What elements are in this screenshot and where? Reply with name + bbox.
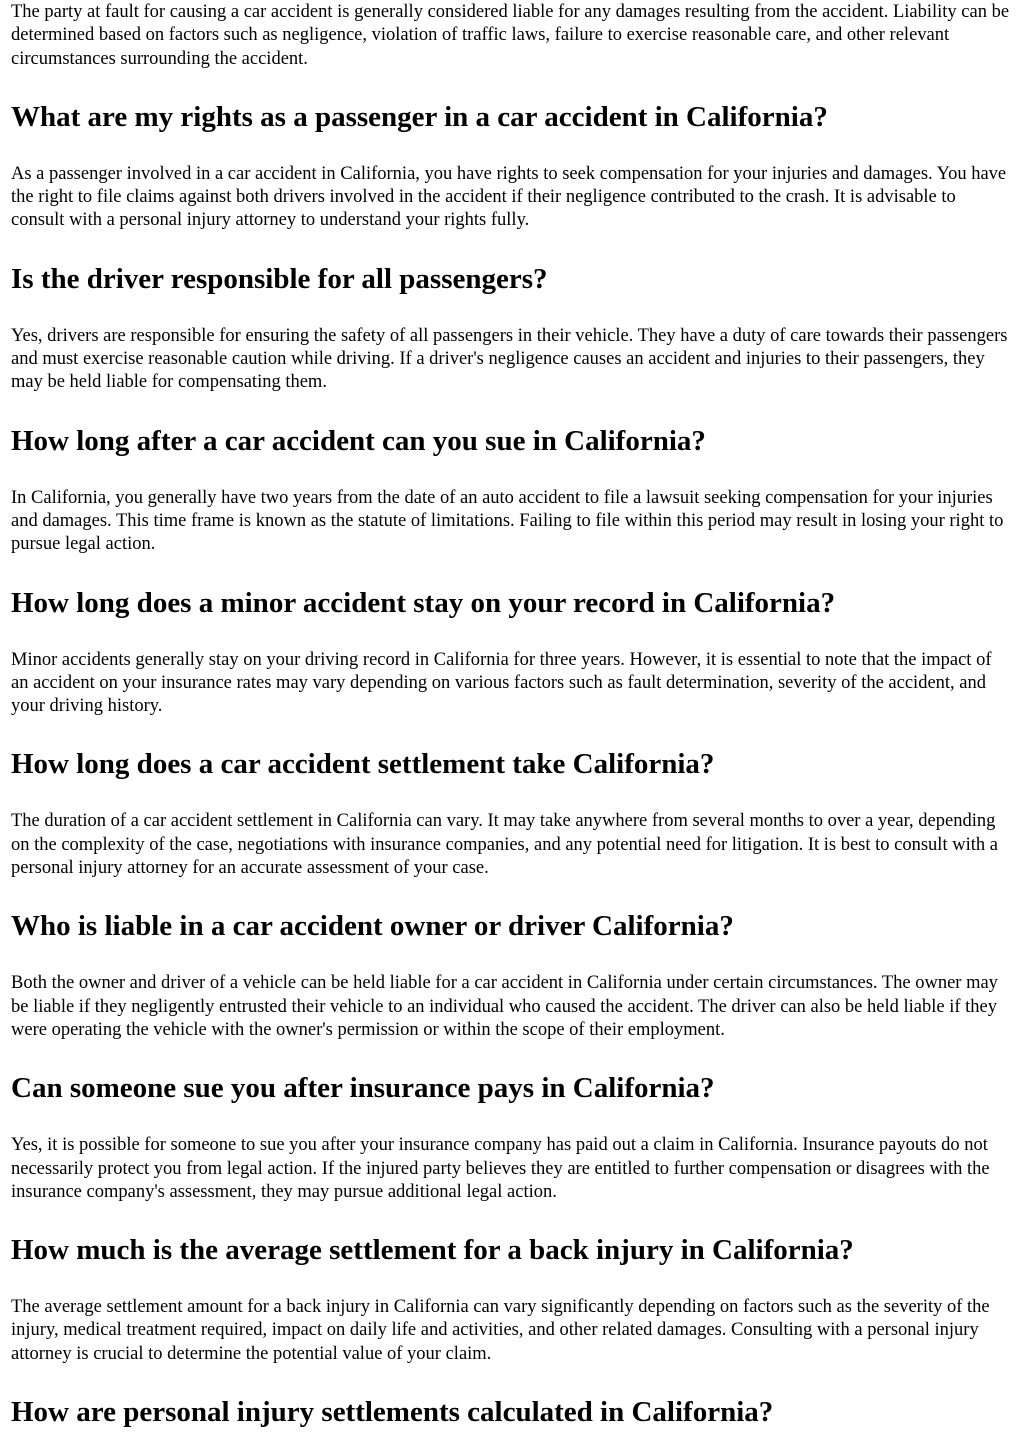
section-paragraph: Yes, it is possible for someone to sue you after your insurance company has paid out a claim in California. Insurance payouts do not necessarily protect you from legal action. If the injured party believes they are entitled to further compensation or disagrees with the insurance company's assessment, they may pursue additional legal action. bbox=[11, 1135, 990, 1202]
section-paragraph: Minor accidents generally stay on your driving record in California for three years. However, it is essential to note that the impact of an accident on your insurance rates may vary depending on various factors such as fault determination, severity of the accident, and your driving history. bbox=[11, 649, 992, 717]
section-heading: What are my rights as a passenger in a car accident in California? bbox=[11, 100, 828, 133]
section-heading: Is the driver responsible for all passengers? bbox=[11, 262, 548, 295]
section-heading: Can someone sue you after insurance pays in California? bbox=[11, 1072, 715, 1105]
intro-paragraph: The party at fault for causing a car accident is generally considered liable for any damages resulting from the accident. Liability can be determined based on factors such as negligence, violation of traffic laws, failure to exercise reasonable care, and other relevant circumstances surrounding the accident. bbox=[11, 2, 1010, 69]
section-heading: How are personal injury settlements calculated in California? bbox=[11, 1396, 774, 1429]
section-paragraph: Both the owner and driver of a vehicle can be held liable for a car accident in California under certain circumstances. The owner may be liable if they negligently entrusted their vehicle to an individual who caused the accident. The driver can also be held liable if they were operating the vehicle with the owner's permission or within the scope of their employment. bbox=[11, 973, 998, 1040]
section-paragraph: The average settlement amount for a back injury in California can vary significantly depending on factors such as the severity of the injury, medical treatment required, impact on daily life and activities, and other related damages. Consulting with a personal injury attorney is crucial to determine the potential value of your claim. bbox=[11, 1297, 990, 1364]
section-heading: How long does a minor accident stay on your record in California? bbox=[11, 586, 836, 619]
section-paragraph: The duration of a car accident settlement in California can vary. It may take anywhere from several months to over a year, depending on the complexity of the case, negotiations with insurance companies, and any potential need for litigation. It is best to consult with a personal injury attorney for an accurate assessment of your case. bbox=[11, 811, 998, 879]
document-page bbox=[0, 1, 1024, 1429]
section-heading: How long does a car accident settlement take California? bbox=[11, 748, 715, 781]
section-paragraph: As a passenger involved in a car accident in California, you have rights to seek compensation for your injuries and damages. You have the right to file claims against both drivers involved in the accident if their negligence contributed to the crash. It is advisable to consult with a personal injury attorney to understand your rights fully. bbox=[11, 163, 1007, 231]
section-paragraph: Yes, drivers are responsible for ensuring the safety of all passengers in their vehicle. They have a duty of care towards their passengers and must exercise reasonable caution while driving. If a driver's negligence causes an accident and injuries to their passengers, they may be held liable for compensating them. bbox=[11, 325, 1008, 393]
section-heading: Who is liable in a car accident owner or driver California? bbox=[11, 910, 734, 943]
section-heading: How long after a car accident can you sue in California? bbox=[11, 424, 706, 457]
section-paragraph: In California, you generally have two years from the date of an auto accident to file a lawsuit seeking compensation for your injuries and damages. This time frame is known as the statute of limitations. Failing to file within this period may result in losing your right to pursue legal action. bbox=[11, 487, 1004, 555]
section-heading: How much is the average settlement for a back injury in California? bbox=[11, 1234, 854, 1267]
